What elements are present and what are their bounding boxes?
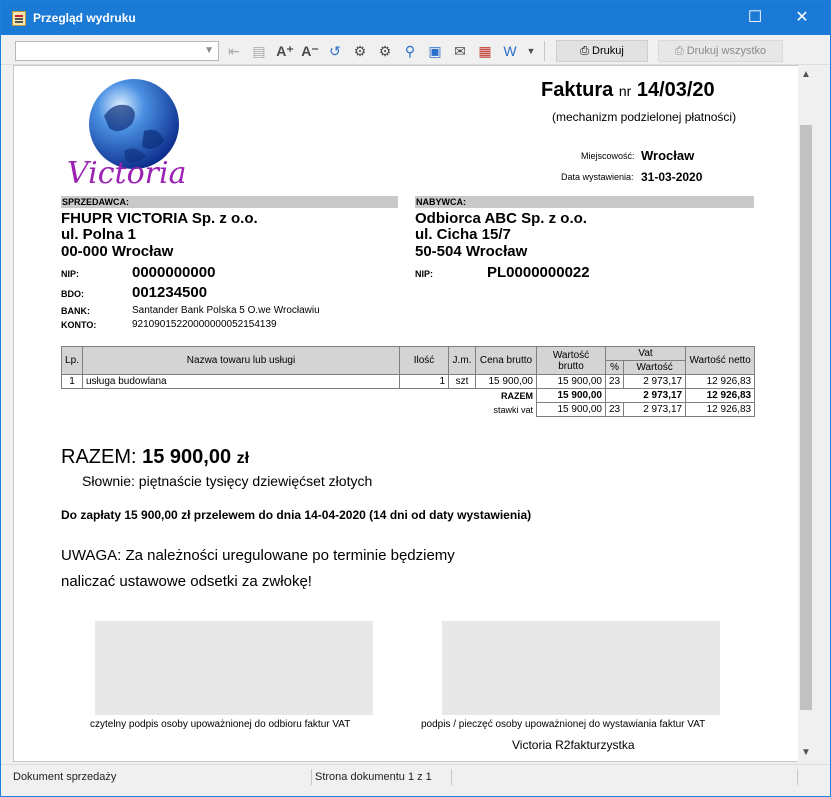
- invoice-subtitle: (mechanizm podzielonej płatności): [552, 110, 737, 124]
- buyer-name: Odbiorca ABC Sp. z o.o.: [415, 210, 587, 227]
- invoice-title-nr: nr: [618, 83, 632, 99]
- status-bar: [1, 764, 830, 796]
- total-value: 15 900,00: [142, 446, 232, 468]
- invoice-title-word: Faktura: [541, 79, 614, 101]
- amount-in-words: Słownie: piętnaście tysięcy dziewięćset złotych: [82, 473, 373, 489]
- print-button-label: Drukuj: [592, 45, 624, 57]
- page-setup-icon[interactable]: ▤: [252, 43, 266, 59]
- cell-name: usługa budowlana: [83, 375, 400, 389]
- rates-pct: 23: [606, 403, 624, 417]
- signature-caption-receiver: czytelny podpis osoby upoważnionej do odbioru faktur VAT: [90, 719, 351, 730]
- first-page-icon[interactable]: ⇤: [228, 43, 240, 59]
- scroll-up-icon[interactable]: ▲: [801, 69, 811, 80]
- total-currency: zł: [236, 450, 250, 467]
- close-button[interactable]: ✕: [795, 9, 809, 26]
- sum-label: RAZEM: [501, 390, 533, 401]
- toolbar-separator: [544, 41, 545, 61]
- word-export-icon[interactable]: W: [503, 43, 517, 59]
- save-icon[interactable]: ▣: [428, 43, 442, 59]
- date-label: Data wystawienia:: [561, 172, 634, 182]
- settings-icon[interactable]: ⚙: [353, 43, 367, 59]
- seller-bank-label: BANK:: [61, 306, 90, 316]
- seller-bdo-label: BDO:: [61, 289, 84, 299]
- printer-icon: ⎙: [674, 45, 687, 57]
- buyer-city: 50-504 Wrocław: [415, 243, 528, 260]
- seller-header: SPRZEDAWCA:: [61, 196, 398, 208]
- toolbar: [1, 35, 830, 65]
- signature-box-issuer: [442, 621, 720, 715]
- items-table: [61, 346, 755, 417]
- sum-row: [62, 389, 755, 403]
- status-document-type: Dokument sprzedaży: [13, 771, 117, 783]
- buyer-nip: PL0000000022: [487, 264, 590, 281]
- place-value: Wrocław: [641, 148, 695, 163]
- print-all-button-label: Drukuj wszystko: [686, 45, 767, 57]
- window-title: Przegląd wydruku: [33, 11, 136, 25]
- scroll-down-icon[interactable]: ▼: [801, 747, 811, 758]
- seller-bdo: 001234500: [132, 284, 208, 301]
- col-vat-pct: %: [606, 361, 624, 375]
- col-vat-value: Wartość: [624, 361, 686, 375]
- rates-label: stawki vat: [493, 404, 533, 415]
- rates-net: 12 926,83: [686, 403, 755, 417]
- col-unit: J.m.: [449, 347, 476, 375]
- invoice-title: [541, 79, 715, 102]
- app-document-icon: [12, 11, 26, 26]
- col-net: Wartość netto: [686, 347, 755, 375]
- seller-name: FHUPR VICTORIA Sp. z o.o.: [61, 210, 258, 227]
- cell-price: 15 900,00: [476, 375, 537, 389]
- logo-text: Victoria: [67, 156, 187, 191]
- col-qty: Ilość: [400, 347, 449, 375]
- email-icon[interactable]: ✉: [454, 43, 466, 59]
- total-amount: [61, 446, 249, 469]
- pdf-export-icon[interactable]: ▦: [478, 43, 492, 59]
- seller-konto: 92109015220000000052154139: [132, 319, 277, 330]
- table-row: [62, 375, 755, 389]
- col-vat: Vat: [606, 347, 686, 361]
- cell-qty: 1: [400, 375, 449, 389]
- status-separator: [311, 769, 312, 785]
- cell-net: 12 926,83: [686, 375, 755, 389]
- sum-vat: 2 973,17: [624, 389, 686, 403]
- note-line-1: UWAGA: Za należności uregulowane po terminie będziemy: [61, 547, 455, 564]
- invoice-number: 14/03/20: [636, 79, 715, 101]
- col-lp: Lp.: [62, 347, 83, 375]
- buyer-header: NABYWCA:: [415, 196, 754, 208]
- seller-bank: Santander Bank Polska 5 O.we Wrocławiu: [132, 305, 320, 316]
- document-page: [13, 65, 812, 762]
- sum-net: 12 926,83: [686, 389, 755, 403]
- chevron-down-icon: ▼: [204, 45, 214, 56]
- total-label: RAZEM:: [61, 446, 137, 468]
- table-header-row: [62, 347, 755, 361]
- rates-row: [62, 403, 755, 417]
- col-gross: Wartość brutto: [537, 347, 606, 375]
- title-bar: [1, 1, 830, 35]
- print-all-button[interactable]: [658, 40, 783, 62]
- issuer-name: Victoria R2fakturzystka: [512, 738, 635, 752]
- buyer-street: ul. Cicha 15/7: [415, 226, 511, 243]
- signature-box-receiver: [95, 621, 373, 715]
- col-price: Cena brutto: [476, 347, 537, 375]
- vertical-scrollbar[interactable]: [798, 65, 814, 762]
- buyer-nip-label: NIP:: [415, 269, 433, 279]
- place-label: Miejscowość:: [581, 151, 635, 161]
- seller-city: 00-000 Wrocław: [61, 243, 174, 260]
- payment-terms: Do zapłaty 15 900,00 zł przelewem do dnia 14-04-2020 (14 dni od daty wystawienia): [61, 508, 532, 522]
- scrollbar-thumb[interactable]: [800, 125, 812, 710]
- maximize-button[interactable]: ☐: [747, 9, 763, 26]
- status-page-info: Strona dokumentu 1 z 1: [315, 771, 432, 783]
- rates-gross: 15 900,00: [537, 403, 606, 417]
- seller-street: ul. Polna 1: [61, 226, 137, 243]
- cell-vat: 2 973,17: [624, 375, 686, 389]
- refresh-icon[interactable]: ↺: [329, 43, 341, 59]
- cell-pct: 23: [606, 375, 624, 389]
- export-dropdown-icon[interactable]: ▼: [526, 46, 536, 56]
- cell-gross: 15 900,00: [537, 375, 606, 389]
- sum-gross: 15 900,00: [537, 389, 606, 403]
- rates-vat: 2 973,17: [624, 403, 686, 417]
- seller-nip: 0000000000: [132, 264, 216, 281]
- report-select[interactable]: [15, 41, 219, 61]
- seller-konto-label: KONTO:: [61, 320, 97, 330]
- seller-nip-label: NIP:: [61, 269, 79, 279]
- status-separator: [797, 769, 798, 785]
- print-button[interactable]: [556, 40, 648, 62]
- col-name: Nazwa towaru lub usługi: [83, 347, 400, 375]
- cell-lp: 1: [62, 375, 83, 389]
- signature-caption-issuer: podpis / pieczęć osoby upoważnionej do wystawiania faktur VAT: [421, 719, 706, 730]
- printer-icon: ⎙: [580, 45, 593, 57]
- document-settings-icon[interactable]: ⚙: [378, 43, 392, 59]
- search-icon[interactable]: ⚲: [404, 43, 416, 59]
- date-value: 31-03-2020: [641, 170, 703, 184]
- font-decrease-icon[interactable]: A⁻: [301, 43, 319, 59]
- status-separator: [451, 769, 452, 785]
- sum-pct-empty: [606, 389, 624, 403]
- cell-unit: szt: [449, 375, 476, 389]
- font-increase-icon[interactable]: A⁺: [276, 43, 294, 59]
- note-line-2: naliczać ustawowe odsetki za zwłokę!: [61, 573, 312, 590]
